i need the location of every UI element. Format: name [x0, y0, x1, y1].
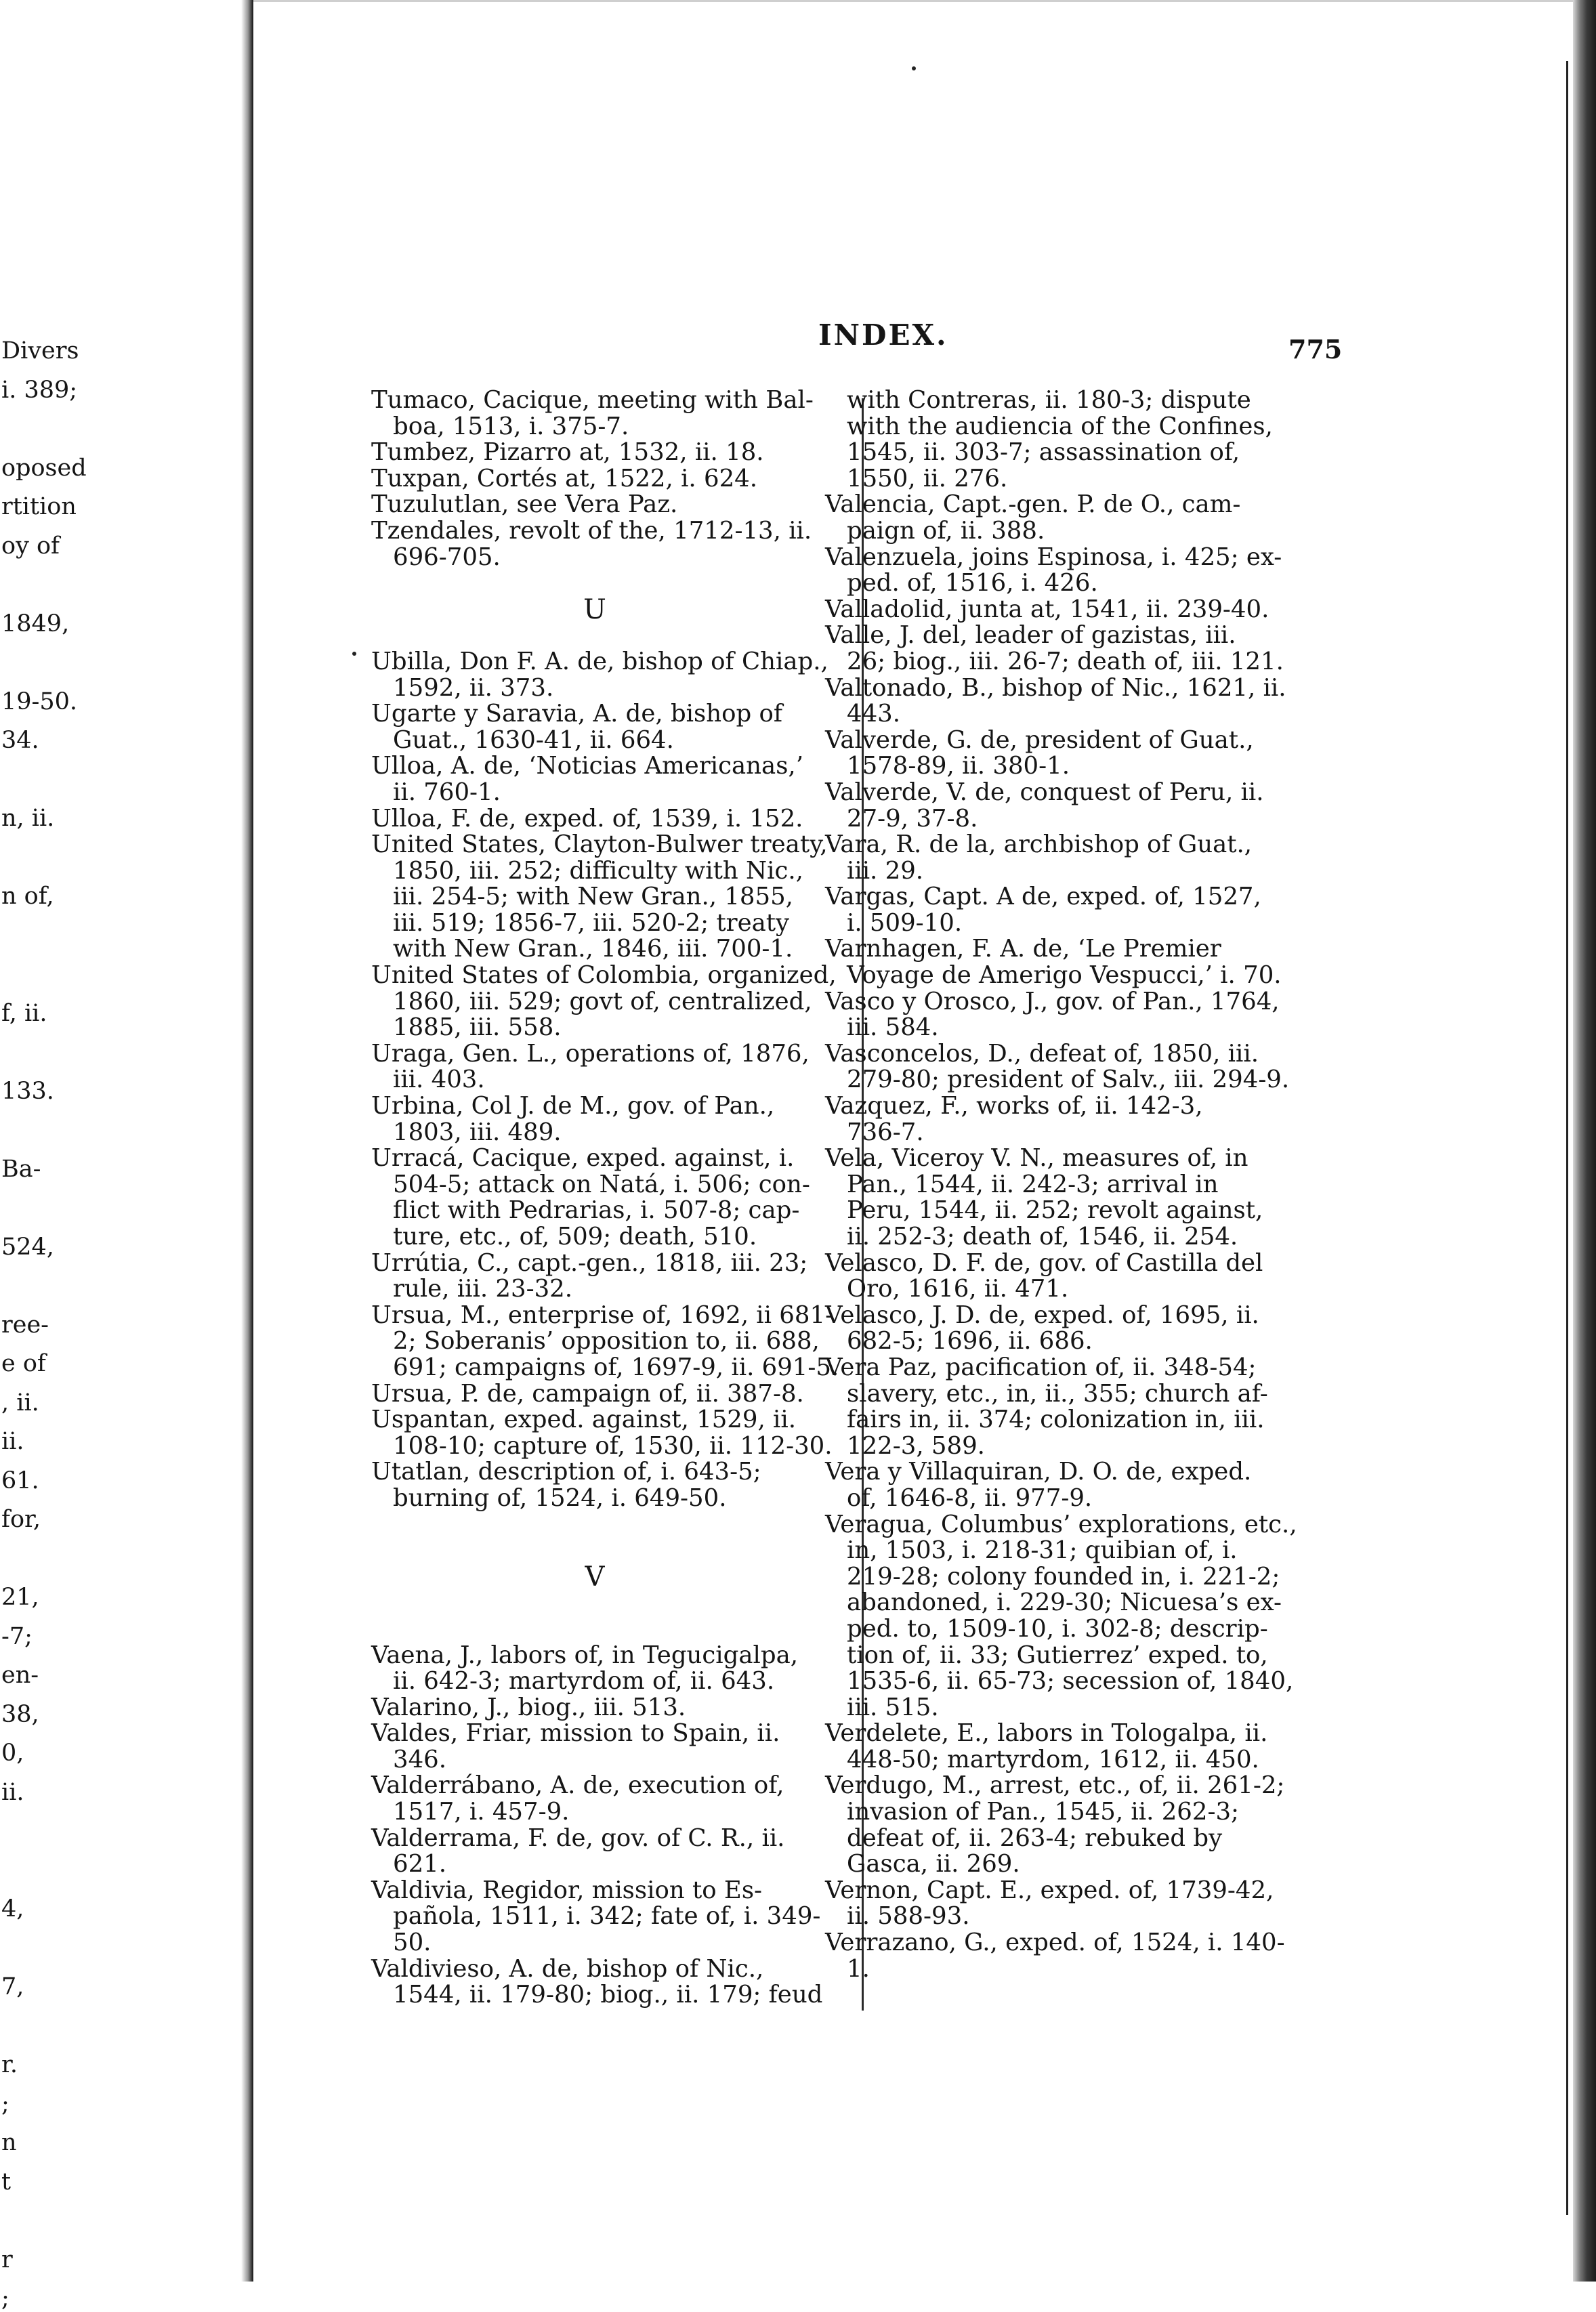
left-page-text-fragment: 19-50. — [1, 688, 78, 715]
index-entry-continuation: slavery, etc., in, ii., 355; church af- — [847, 1379, 1268, 1408]
index-entry-continuation: iii. 29. — [847, 856, 924, 885]
spacer — [371, 1590, 818, 1616]
index-entry-continuation: 696-705. — [393, 543, 501, 571]
left-page-text-fragment: e of — [1, 1350, 46, 1377]
index-entry: Vera Paz, pacification of, ii. 348-54; — [825, 1353, 1257, 1381]
index-entry-continuation: ii. 760-1. — [393, 778, 501, 806]
left-page-text-fragment: i. 389; — [1, 376, 78, 404]
left-page-text-fragment: t — [1, 2168, 12, 2195]
index-entry: Verrazano, G., exped. of, 1524, i. 140- — [825, 1929, 1285, 1957]
index-entry: Valenzuela, joins Espinosa, i. 425; ex- — [825, 543, 1282, 571]
index-entry-continuation: ii. 588-93. — [847, 1902, 970, 1931]
left-page-text-fragment: 38, — [1, 1700, 39, 1728]
index-entry-continuation: 504-5; attack on Natá, i. 506; con- — [393, 1170, 810, 1198]
index-entry-continuation: 682-5; 1696, ii. 686. — [847, 1327, 1093, 1355]
index-entry: Vera y Villaquiran, D. O. de, exped. — [825, 1458, 1252, 1486]
index-entry-continuation: 1803, iii. 489. — [393, 1118, 562, 1146]
index-entry: Tuxpan, Cortés at, 1522, i. 624. — [371, 464, 758, 492]
index-entry-continuation: flict with Pedrarias, i. 507-8; cap- — [393, 1196, 800, 1225]
page-number: 775 — [1288, 334, 1343, 364]
index-entry-continuation: Guat., 1630-41, ii. 664. — [393, 726, 674, 754]
index-entry-continuation: iii. 584. — [847, 1013, 939, 1042]
left-page-text-fragment: ree- — [1, 1311, 49, 1339]
index-entry: Verdelete, E., labors in Tologalpa, ii. — [825, 1719, 1268, 1748]
left-page-text-fragment: , ii. — [1, 1389, 39, 1416]
index-entry-continuation: with New Gran., 1846, iii. 700-1. — [393, 935, 793, 963]
index-entry-continuation: 1592, ii. 373. — [393, 673, 554, 702]
index-entry: Tumaco, Cacique, meeting with Bal- — [371, 386, 814, 414]
spacer — [371, 623, 818, 649]
left-page-text-fragment: ii. — [1, 1428, 24, 1455]
index-entry-continuation: ture, etc., of, 509; death, 510. — [393, 1223, 757, 1250]
index-entry-continuation: 1578-89, ii. 380-1. — [847, 752, 1070, 780]
index-entry-continuation: burning of, 1524, i. 649-50. — [393, 1484, 727, 1512]
index-entry: Ursua, P. de, campaign of, ii. 387-8. — [371, 1379, 804, 1408]
index-entry-continuation: rule, iii. 23-32. — [393, 1275, 573, 1303]
index-entry-continuation: of, 1646-8, ii. 977-9. — [847, 1484, 1093, 1512]
index-entry-continuation: iii. 403. — [393, 1066, 485, 1094]
index-entry-continuation: Peru, 1544, ii. 252; revolt against, — [847, 1196, 1263, 1225]
index-entry-continuation: Pan., 1544, ii. 242-3; arrival in — [847, 1170, 1219, 1198]
index-entry-continuation: ped. to, 1509-10, i. 302-8; descrip- — [847, 1614, 1268, 1643]
index-entry: Vasco y Orosco, J., gov. of Pan., 1764, — [825, 987, 1280, 1015]
scan-right-border — [1573, 0, 1596, 2282]
index-entry: Verdugo, M., arrest, etc., of, ii. 261-2; — [825, 1771, 1285, 1800]
index-entry-continuation: 1545, ii. 303-7; assassination of, — [847, 438, 1240, 467]
left-page — [0, 0, 252, 2312]
index-entry-continuation: 122-3, 589. — [847, 1431, 985, 1460]
index-entry: Valverde, G. de, president of Guat., — [825, 726, 1254, 754]
index-entry: Utatlan, description of, i. 643-5; — [371, 1458, 761, 1486]
index-entry: Veragua, Columbus’ explorations, etc., — [825, 1510, 1297, 1538]
index-entry: Valverde, V. de, conquest of Peru, ii. — [825, 778, 1264, 806]
index-entry-continuation: 621. — [393, 1850, 447, 1878]
index-entry-continuation: 27-9, 37-8. — [847, 804, 978, 833]
index-entry: Ubilla, Don F. A. de, bishop of Chiap., — [371, 647, 828, 675]
index-entry: Valderrábano, A. de, execution of, — [371, 1771, 784, 1800]
index-entry-continuation: 1550, ii. 276. — [847, 464, 1008, 492]
running-header: INDEX. — [818, 318, 948, 352]
index-entry: Urbina, Col J. de M., gov. of Pan., — [371, 1092, 775, 1120]
index-entry-continuation: 736-7. — [847, 1118, 924, 1146]
scan-speck — [912, 66, 916, 70]
index-entry-continuation: 219-28; colony founded in, i. 221-2; — [847, 1562, 1280, 1591]
index-entry: Valarino, J., biog., iii. 513. — [371, 1693, 686, 1721]
left-page-text-fragment: r. — [1, 2051, 18, 2078]
section-letter: V — [585, 1561, 605, 1593]
index-entry: Ursua, M., enterprise of, 1692, ii 681- — [371, 1301, 834, 1329]
index-entry: Varnhagen, F. A. de, ‘Le Premier — [825, 935, 1221, 963]
index-entry: Vazquez, F., works of, ii. 142-3, — [825, 1092, 1203, 1120]
index-entry: Vasconcelos, D., defeat of, 1850, iii. — [825, 1039, 1259, 1068]
left-page-text-fragment: ; — [1, 2285, 9, 2312]
left-page-text-fragment: 133. — [1, 1077, 54, 1105]
left-page-text-fragment: rtition — [1, 493, 77, 520]
index-entry: Ugarte y Saravia, A. de, bishop of — [371, 700, 783, 728]
left-page-text-fragment: 61. — [1, 1467, 39, 1494]
index-entry: Vara, R. de la, archbishop of Guat., — [825, 831, 1253, 859]
index-entry: Valle, J. del, leader of gazistas, iii. — [825, 621, 1236, 650]
index-entry-continuation: Oro, 1616, ii. 471. — [847, 1275, 1069, 1303]
spacer — [371, 1538, 818, 1564]
index-entry-continuation: 50. — [393, 1929, 432, 1957]
index-entry: Vaena, J., labors of, in Tegucigalpa, — [371, 1641, 799, 1669]
index-entry-continuation: 26; biog., iii. 26-7; death of, iii. 121. — [847, 647, 1284, 675]
index-entry: Tumbez, Pizarro at, 1532, ii. 18. — [371, 438, 764, 467]
spacer — [371, 1616, 818, 1643]
left-page-text-fragment: 4, — [1, 1895, 24, 1922]
index-entry-continuation: with Contreras, ii. 180-3; dispute — [847, 386, 1251, 414]
index-entry: Urracá, Cacique, exped. against, i. — [371, 1144, 795, 1173]
section-letter: U — [583, 593, 606, 625]
left-page-text-fragment: r — [1, 2246, 13, 2273]
index-entry-continuation: 448-50; martyrdom, 1612, ii. 450. — [847, 1745, 1259, 1773]
left-page-text-fragment: 0, — [1, 1740, 24, 1767]
left-page-text-fragment: Ba- — [1, 1155, 41, 1183]
index-column-left — [371, 386, 839, 2009]
left-page-text-fragment: ; — [1, 2090, 9, 2118]
index-entry-continuation: 691; campaigns of, 1697-9, ii. 691-5. — [393, 1353, 839, 1381]
index-entry-continuation: Voyage de Amerigo Vespucci,’ i. 70. — [847, 961, 1282, 990]
left-page-text-fragment: 524, — [1, 1233, 54, 1261]
left-page-text-fragment: 34. — [1, 727, 39, 754]
index-entry-continuation: Gasca, ii. 269. — [847, 1850, 1020, 1878]
index-entry: Ulloa, F. de, exped. of, 1539, i. 152. — [371, 804, 803, 833]
index-entry-continuation: ii. 642-3; martyrdom of, ii. 643. — [393, 1667, 775, 1696]
left-page-text-fragment: oy of — [1, 532, 60, 560]
index-entry: Urrútia, C., capt.-gen., 1818, iii. 23; — [371, 1248, 808, 1277]
page-right-edge — [1566, 61, 1568, 2215]
index-entry: Valtonado, B., bishop of Nic., 1621, ii. — [825, 673, 1286, 702]
index-entry-continuation: ped. of, 1516, i. 426. — [847, 569, 1098, 597]
index-entry-continuation: 346. — [393, 1745, 447, 1773]
left-page-text-fragment: 7, — [1, 1973, 24, 2000]
left-page-text-fragment: n of, — [1, 883, 54, 910]
left-page-text-fragment: oposed — [1, 454, 87, 482]
left-page-text-fragment: n — [1, 2129, 17, 2156]
page-top-edge — [252, 0, 1573, 2]
left-page-text-fragment: en- — [1, 1662, 39, 1689]
index-entry: Uraga, Gen. L., operations of, 1876, — [371, 1039, 810, 1068]
index-entry: Vargas, Capt. A de, exped. of, 1527, — [825, 883, 1261, 911]
spacer — [371, 1512, 818, 1538]
index-entry-continuation: defeat of, ii. 263-4; rebuked by — [847, 1824, 1223, 1852]
index-column-right — [825, 387, 1314, 1982]
index-entry: United States, Clayton-Bulwer treaty, — [371, 831, 828, 859]
left-page-text-fragment: -7; — [1, 1622, 33, 1650]
left-page-text-fragment: 21, — [1, 1584, 39, 1611]
index-entry-continuation: 1860, iii. 529; govt of, centralized, — [393, 987, 812, 1015]
index-entry: Tzendales, revolt of the, 1712-13, ii. — [371, 516, 812, 545]
index-entry-continuation: 2; Soberanis’ opposition to, ii. 688, — [393, 1327, 820, 1355]
index-entry-continuation: boa, 1513, i. 375-7. — [393, 412, 629, 440]
spacer — [371, 570, 818, 597]
index-entry: United States of Colombia, organized, — [371, 961, 837, 990]
index-entry-continuation: 1544, ii. 179-80; biog., ii. 179; feud — [393, 1981, 823, 2009]
index-entry-continuation: i. 509-10. — [847, 908, 963, 937]
index-entry: Valladolid, junta at, 1541, ii. 239-40. — [825, 595, 1269, 623]
left-page-text-fragment: ii. — [1, 1778, 24, 1806]
index-entry-continuation: 1. — [847, 1954, 870, 1983]
index-entry-continuation: abandoned, i. 229-30; Nicuesa’s ex- — [847, 1589, 1282, 1617]
left-page-text-fragment: for, — [1, 1506, 41, 1533]
index-entry: Valderrama, F. de, gov. of C. R., ii. — [371, 1824, 785, 1852]
index-entry-continuation: with the audiencia of the Confines, — [847, 412, 1273, 440]
index-entry-continuation: in, 1503, i. 218-31; quibian of, i. — [847, 1536, 1238, 1565]
index-entry: Velasco, D. F. de, gov. of Castilla del — [825, 1248, 1263, 1277]
left-page-text-fragment: 1849, — [1, 610, 70, 637]
index-entry-continuation: 108-10; capture of, 1530, ii. 112-30. — [393, 1431, 833, 1460]
index-entry-continuation: paign of, ii. 388. — [847, 516, 1045, 545]
left-page-text-fragment: f, ii. — [1, 999, 47, 1027]
index-entry-continuation: 1885, iii. 558. — [393, 1013, 562, 1042]
index-entry-continuation: 1517, i. 457-9. — [393, 1798, 570, 1826]
index-entry: Uspantan, exped. against, 1529, ii. — [371, 1406, 797, 1434]
index-entry-continuation: ii. 252-3; death of, 1546, ii. 254. — [847, 1223, 1238, 1250]
index-entry: Ulloa, A. de, ‘Noticias Americanas,’ — [371, 752, 803, 780]
index-entry-continuation: pañola, 1511, i. 342; fate of, i. 349- — [393, 1902, 821, 1931]
left-page-text-fragment: n, ii. — [1, 805, 55, 832]
index-entry-continuation: iii. 519; 1856-7, iii. 520-2; treaty — [393, 908, 790, 937]
index-entry-continuation: 1850, iii. 252; difficulty with Nic., — [393, 856, 803, 885]
index-entry-continuation: iii. 515. — [847, 1693, 939, 1721]
scan-speck — [352, 652, 356, 656]
index-entry-continuation: 443. — [847, 700, 901, 728]
index-entry: Vela, Viceroy V. N., measures of, in — [825, 1144, 1248, 1173]
index-entry: Valencia, Capt.-gen. P. de O., cam- — [825, 490, 1241, 519]
index-entry: Tuzulutlan, see Vera Paz. — [371, 490, 678, 519]
index-entry-continuation: tion of, ii. 33; Gutierrez’ exped. to, — [847, 1641, 1268, 1669]
index-entry: Velasco, J. D. de, exped. of, 1695, ii. — [825, 1301, 1259, 1329]
index-entry-continuation: fairs in, ii. 374; colonization in, iii. — [847, 1406, 1265, 1434]
index-entry: Valdivia, Regidor, mission to Es- — [371, 1876, 763, 1904]
index-entry: Vernon, Capt. E., exped. of, 1739-42, — [825, 1876, 1274, 1904]
index-entry-continuation: iii. 254-5; with New Gran., 1855, — [393, 883, 793, 911]
gutter-shadow — [241, 0, 253, 2282]
index-entry-continuation: 1535-6, ii. 65-73; secession of, 1840, — [847, 1667, 1294, 1696]
index-entry-continuation: 279-80; president of Salv., iii. 294-9. — [847, 1066, 1290, 1094]
index-entry: Valdivieso, A. de, bishop of Nic., — [371, 1954, 764, 1983]
index-entry-continuation: invasion of Pan., 1545, ii. 262-3; — [847, 1798, 1239, 1826]
index-entry: Valdes, Friar, mission to Spain, ii. — [371, 1719, 780, 1748]
left-page-text-fragment: Divers — [1, 337, 79, 364]
